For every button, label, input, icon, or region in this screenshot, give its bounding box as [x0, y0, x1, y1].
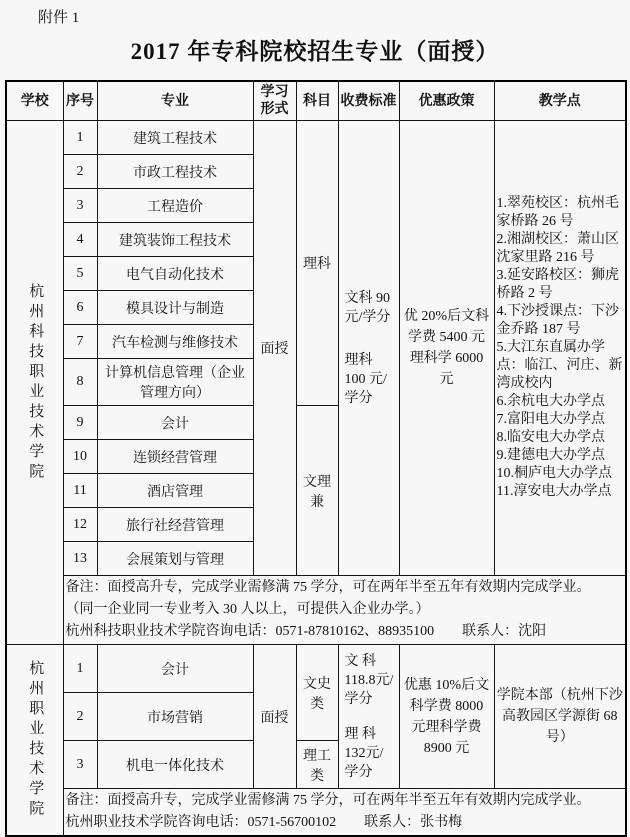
major-cell: 工程造价 [97, 189, 253, 223]
note-line: （同一企业同一专业考入 30 人以上，可提供入企业办学。） [65, 602, 430, 617]
major-cell: 会计 [97, 645, 253, 693]
seq-cell: 3 [63, 189, 97, 223]
school-name: 杭州科技职业技术学院 [27, 282, 44, 483]
admissions-table [5, 80, 627, 837]
table-row [6, 121, 626, 155]
attachment-label: 附件 1 [38, 10, 80, 26]
header-major: 专业 [97, 81, 253, 121]
subject-cell: 理科 [296, 121, 338, 406]
major-cell: 计算机信息管理（企业管理方向） [97, 359, 253, 406]
major-cell: 建筑工程技术 [97, 121, 253, 155]
major-cell: 汽车检测与维修技术 [97, 325, 253, 359]
seq-cell: 6 [63, 291, 97, 325]
header-discount: 优惠政策 [399, 81, 494, 121]
seq-cell: 9 [63, 406, 97, 440]
note-line: 备注：面授高升专，完成学业需修满 75 学分，可在两年半至五年有效期内完成学业。 [65, 793, 591, 808]
subject-cell: 文史类 [296, 645, 338, 741]
seq-cell: 13 [63, 542, 97, 576]
major-cell: 会展策划与管理 [97, 542, 253, 576]
teaching-point: 5.大江东直属办学点：临江、河庄、新湾成校内 [496, 340, 623, 391]
note-line: 备注：面授高升专，完成学业需修满 75 学分，可在两年半至五年有效期内完成学业。 [65, 580, 591, 595]
seq-cell: 8 [63, 359, 97, 406]
major-cell: 会计 [97, 406, 253, 440]
table-row [6, 645, 626, 693]
major-cell: 酒店管理 [97, 474, 253, 508]
fee-cell [338, 121, 399, 576]
note-line: 杭州职业技术学院咨询电话：0571-56700102 联系人：张书梅 [65, 815, 463, 830]
seq-cell: 10 [63, 440, 97, 474]
study-form-cell: 面授 [253, 121, 296, 576]
fee-line-science: 理 科 132元/学分 [344, 726, 384, 780]
notes-row [6, 789, 626, 837]
teaching-points-cell: 学院本部（杭州下沙高教园区学源街 68 号） [494, 645, 626, 789]
major-cell: 连锁经营管理 [97, 440, 253, 474]
header-study-form: 学习形式 [253, 81, 296, 121]
fee-line-arts: 文 科 118.8元/学分 [344, 653, 394, 707]
teaching-point: 11.淳安电大办学点 [496, 484, 612, 499]
notes-cell [63, 789, 626, 837]
discount-cell: 优惠 10%后文科学费 8000 元理科学费 8900 元 [399, 645, 494, 789]
fee-line-science: 理科 100 元/学分 [344, 352, 387, 406]
note-line: 杭州科技职业技术学院咨询电话：0571-87810162、88935100 联系人：沈阳 [65, 624, 547, 639]
seq-cell: 2 [63, 155, 97, 189]
fee-cell [338, 645, 399, 789]
page-title: 2017 年专科院校招生专业（面授） [130, 39, 500, 64]
subject-cell: 理工类 [296, 741, 338, 789]
teaching-point: 6.余杭电大办学点 [496, 394, 605, 409]
seq-cell: 1 [63, 645, 97, 693]
seq-cell: 2 [63, 693, 97, 741]
major-cell: 市政工程技术 [97, 155, 253, 189]
seq-cell: 5 [63, 257, 97, 291]
seq-cell: 11 [63, 474, 97, 508]
study-form-cell: 面授 [253, 645, 296, 789]
major-cell: 电气自动化技术 [97, 257, 253, 291]
seq-cell: 4 [63, 223, 97, 257]
major-cell: 模具设计与制造 [97, 291, 253, 325]
teaching-point: 8.临安电大办学点 [496, 430, 605, 445]
school-name: 杭州职业技术学院 [27, 660, 44, 820]
teaching-point: 3.延安路校区：狮虎桥路 2 号 [496, 268, 619, 301]
teaching-point: 10.桐庐电大办学点 [496, 466, 612, 481]
discount-cell: 优 20%后文科学费 5400 元理科学 6000 元 [399, 121, 494, 576]
header-teaching-point: 教学点 [494, 81, 626, 121]
school-cell [6, 121, 63, 645]
subject-cell: 文理兼 [296, 406, 338, 576]
header-fee: 收费标准 [338, 81, 399, 121]
major-cell: 建筑装饰工程技术 [97, 223, 253, 257]
fee-line-arts: 文科 90 元/学分 [344, 290, 391, 325]
header-subject: 科目 [296, 81, 338, 121]
major-cell: 市场营销 [97, 693, 253, 741]
school-cell [6, 645, 63, 837]
notes-cell [63, 576, 626, 645]
header-seq: 序号 [63, 81, 97, 121]
major-cell: 旅行社经营管理 [97, 508, 253, 542]
header-school: 学校 [6, 81, 63, 121]
teaching-point: 4.下沙授课点：下沙金乔路 187 号 [496, 304, 619, 337]
seq-cell: 7 [63, 325, 97, 359]
teaching-points-cell [494, 121, 626, 576]
seq-cell: 12 [63, 508, 97, 542]
teaching-point: 7.富阳电大办学点 [496, 412, 605, 427]
teaching-point: 2.湘湖校区：萧山区沈家里路 216 号 [496, 232, 619, 265]
major-cell: 机电一体化技术 [97, 741, 253, 789]
teaching-point: 9.建德电大办学点 [496, 448, 605, 463]
seq-cell: 3 [63, 741, 97, 789]
header-row [6, 81, 626, 121]
teaching-point: 1.翠苑校区：杭州毛家桥路 26 号 [496, 196, 619, 229]
seq-cell: 1 [63, 121, 97, 155]
notes-row [6, 576, 626, 645]
